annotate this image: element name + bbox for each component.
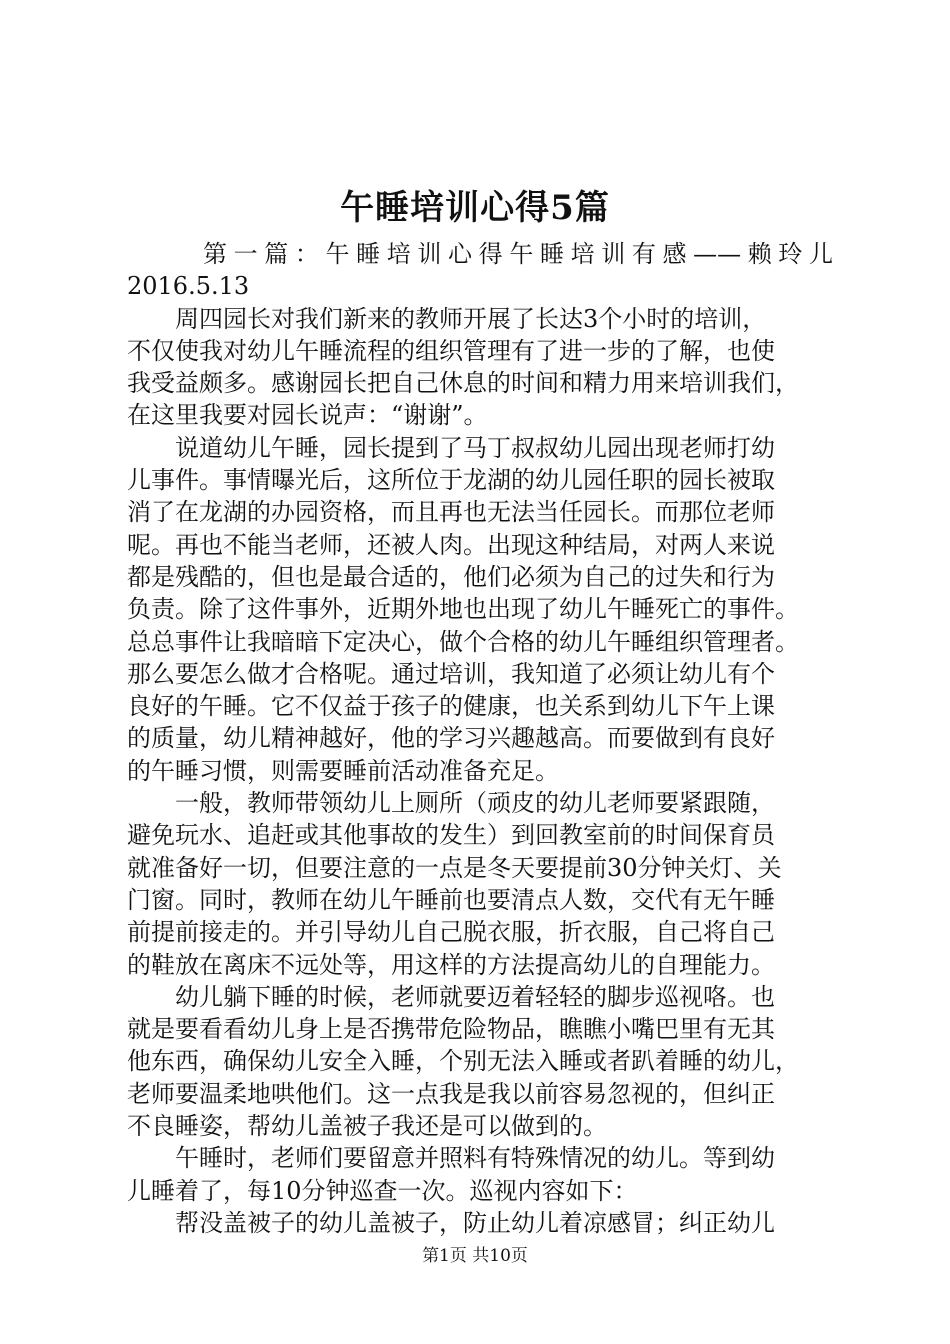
text-line: 的午睡习惯，则需要睡前活动准备充足。 bbox=[127, 756, 559, 785]
text-line: 良好的午睡。它不仅益于孩子的健康，也关系到幼儿下午上课 bbox=[127, 692, 775, 721]
text-line: 就准备好一切，但要注意的一点是冬天要提前30分钟关灯、关 bbox=[127, 853, 782, 882]
text-line: 不仅使我对幼儿午睡流程的组织管理有了进一步的了解，也使 bbox=[127, 336, 775, 365]
text-line: 帮没盖被子的幼儿盖被子，防止幼儿着凉感冒；纠正幼儿 bbox=[175, 1208, 775, 1237]
document-body bbox=[127, 238, 833, 1239]
text-line: 的质量，幼儿精神越好，他的学习兴趣越高。而要做到有良好 bbox=[127, 724, 775, 753]
text-line: 门窗。同时，教师在幼儿午睡前也要清点人数，交代有无午睡 bbox=[127, 885, 775, 914]
text-line: 那么要怎么做才合格呢。通过培训，我知道了必须让幼儿有个 bbox=[127, 659, 775, 688]
text-line: 2016.5.13 bbox=[127, 272, 250, 301]
text-line: 老师要温柔地哄他们。这一点我是我以前容易忽视的，但纠正 bbox=[127, 1079, 775, 1108]
text-line: 总总事件让我暗暗下定决心，做个合格的幼儿午睡组织管理者。 bbox=[127, 627, 799, 656]
text-line: 一般，教师带领幼儿上厕所（顽皮的幼儿老师要紧跟随， bbox=[175, 789, 775, 818]
text-line: 他东西，确保幼儿安全入睡，个别无法入睡或者趴着睡的幼儿， bbox=[127, 1047, 799, 1076]
document-title: 午睡培训心得5篇 bbox=[340, 188, 610, 228]
text-line: 的鞋放在离床不远处等，用这样的方法提高幼儿的自理能力。 bbox=[127, 950, 775, 979]
text-line: 第一篇：午睡培训心得午睡培训有感——赖玲儿 bbox=[203, 240, 833, 268]
text-line: 我受益颇多。感谢园长把自己休息的时间和精力用来培训我们， bbox=[127, 369, 799, 398]
text-line: 幼儿躺下睡的时候，老师就要迈着轻轻的脚步巡视咯。也 bbox=[175, 982, 775, 1011]
text-line: 消了在龙湖的办园资格，而且再也无法当任园长。而那位老师 bbox=[127, 498, 775, 527]
page-number-footer: 第1页 共10页 bbox=[422, 1246, 528, 1266]
text-line: 在这里我要对园长说声：“谢谢”。 bbox=[127, 401, 488, 430]
text-line: 儿睡着了，每10分钟巡查一次。巡视内容如下： bbox=[127, 1176, 638, 1205]
text-line: 周四园长对我们新来的教师开展了长达3个小时的培训， bbox=[175, 304, 767, 333]
text-line: 就是要看看幼儿身上是否携带危险物品，瞧瞧小嘴巴里有无其 bbox=[127, 1015, 775, 1044]
text-line: 负责。除了这件事外，近期外地也出现了幼儿午睡死亡的事件。 bbox=[127, 595, 799, 624]
text-line: 午睡时，老师们要留意并照料有特殊情况的幼儿。等到幼 bbox=[175, 1144, 775, 1173]
text-line: 都是残酷的，但也是最合适的，他们必须为自己的过失和行为 bbox=[127, 562, 775, 591]
text-line: 避免玩水、追赶或其他事故的发生）到回教室前的时间保育员 bbox=[127, 821, 775, 850]
text-line: 儿事件。事情曝光后，这所位于龙湖的幼儿园任职的园长被取 bbox=[127, 466, 775, 495]
text-line: 前提前接走的。并引导幼儿自己脱衣服，折衣服，自己将自己 bbox=[127, 918, 775, 947]
text-line: 说道幼儿午睡，园长提到了马丁叔叔幼儿园出现老师打幼 bbox=[175, 433, 775, 462]
text-line: 呢。再也不能当老师，还被人肉。出现这种结局，对两人来说 bbox=[127, 530, 775, 559]
text-line: 不良睡姿，帮幼儿盖被子我还是可以做到的。 bbox=[127, 1112, 607, 1141]
